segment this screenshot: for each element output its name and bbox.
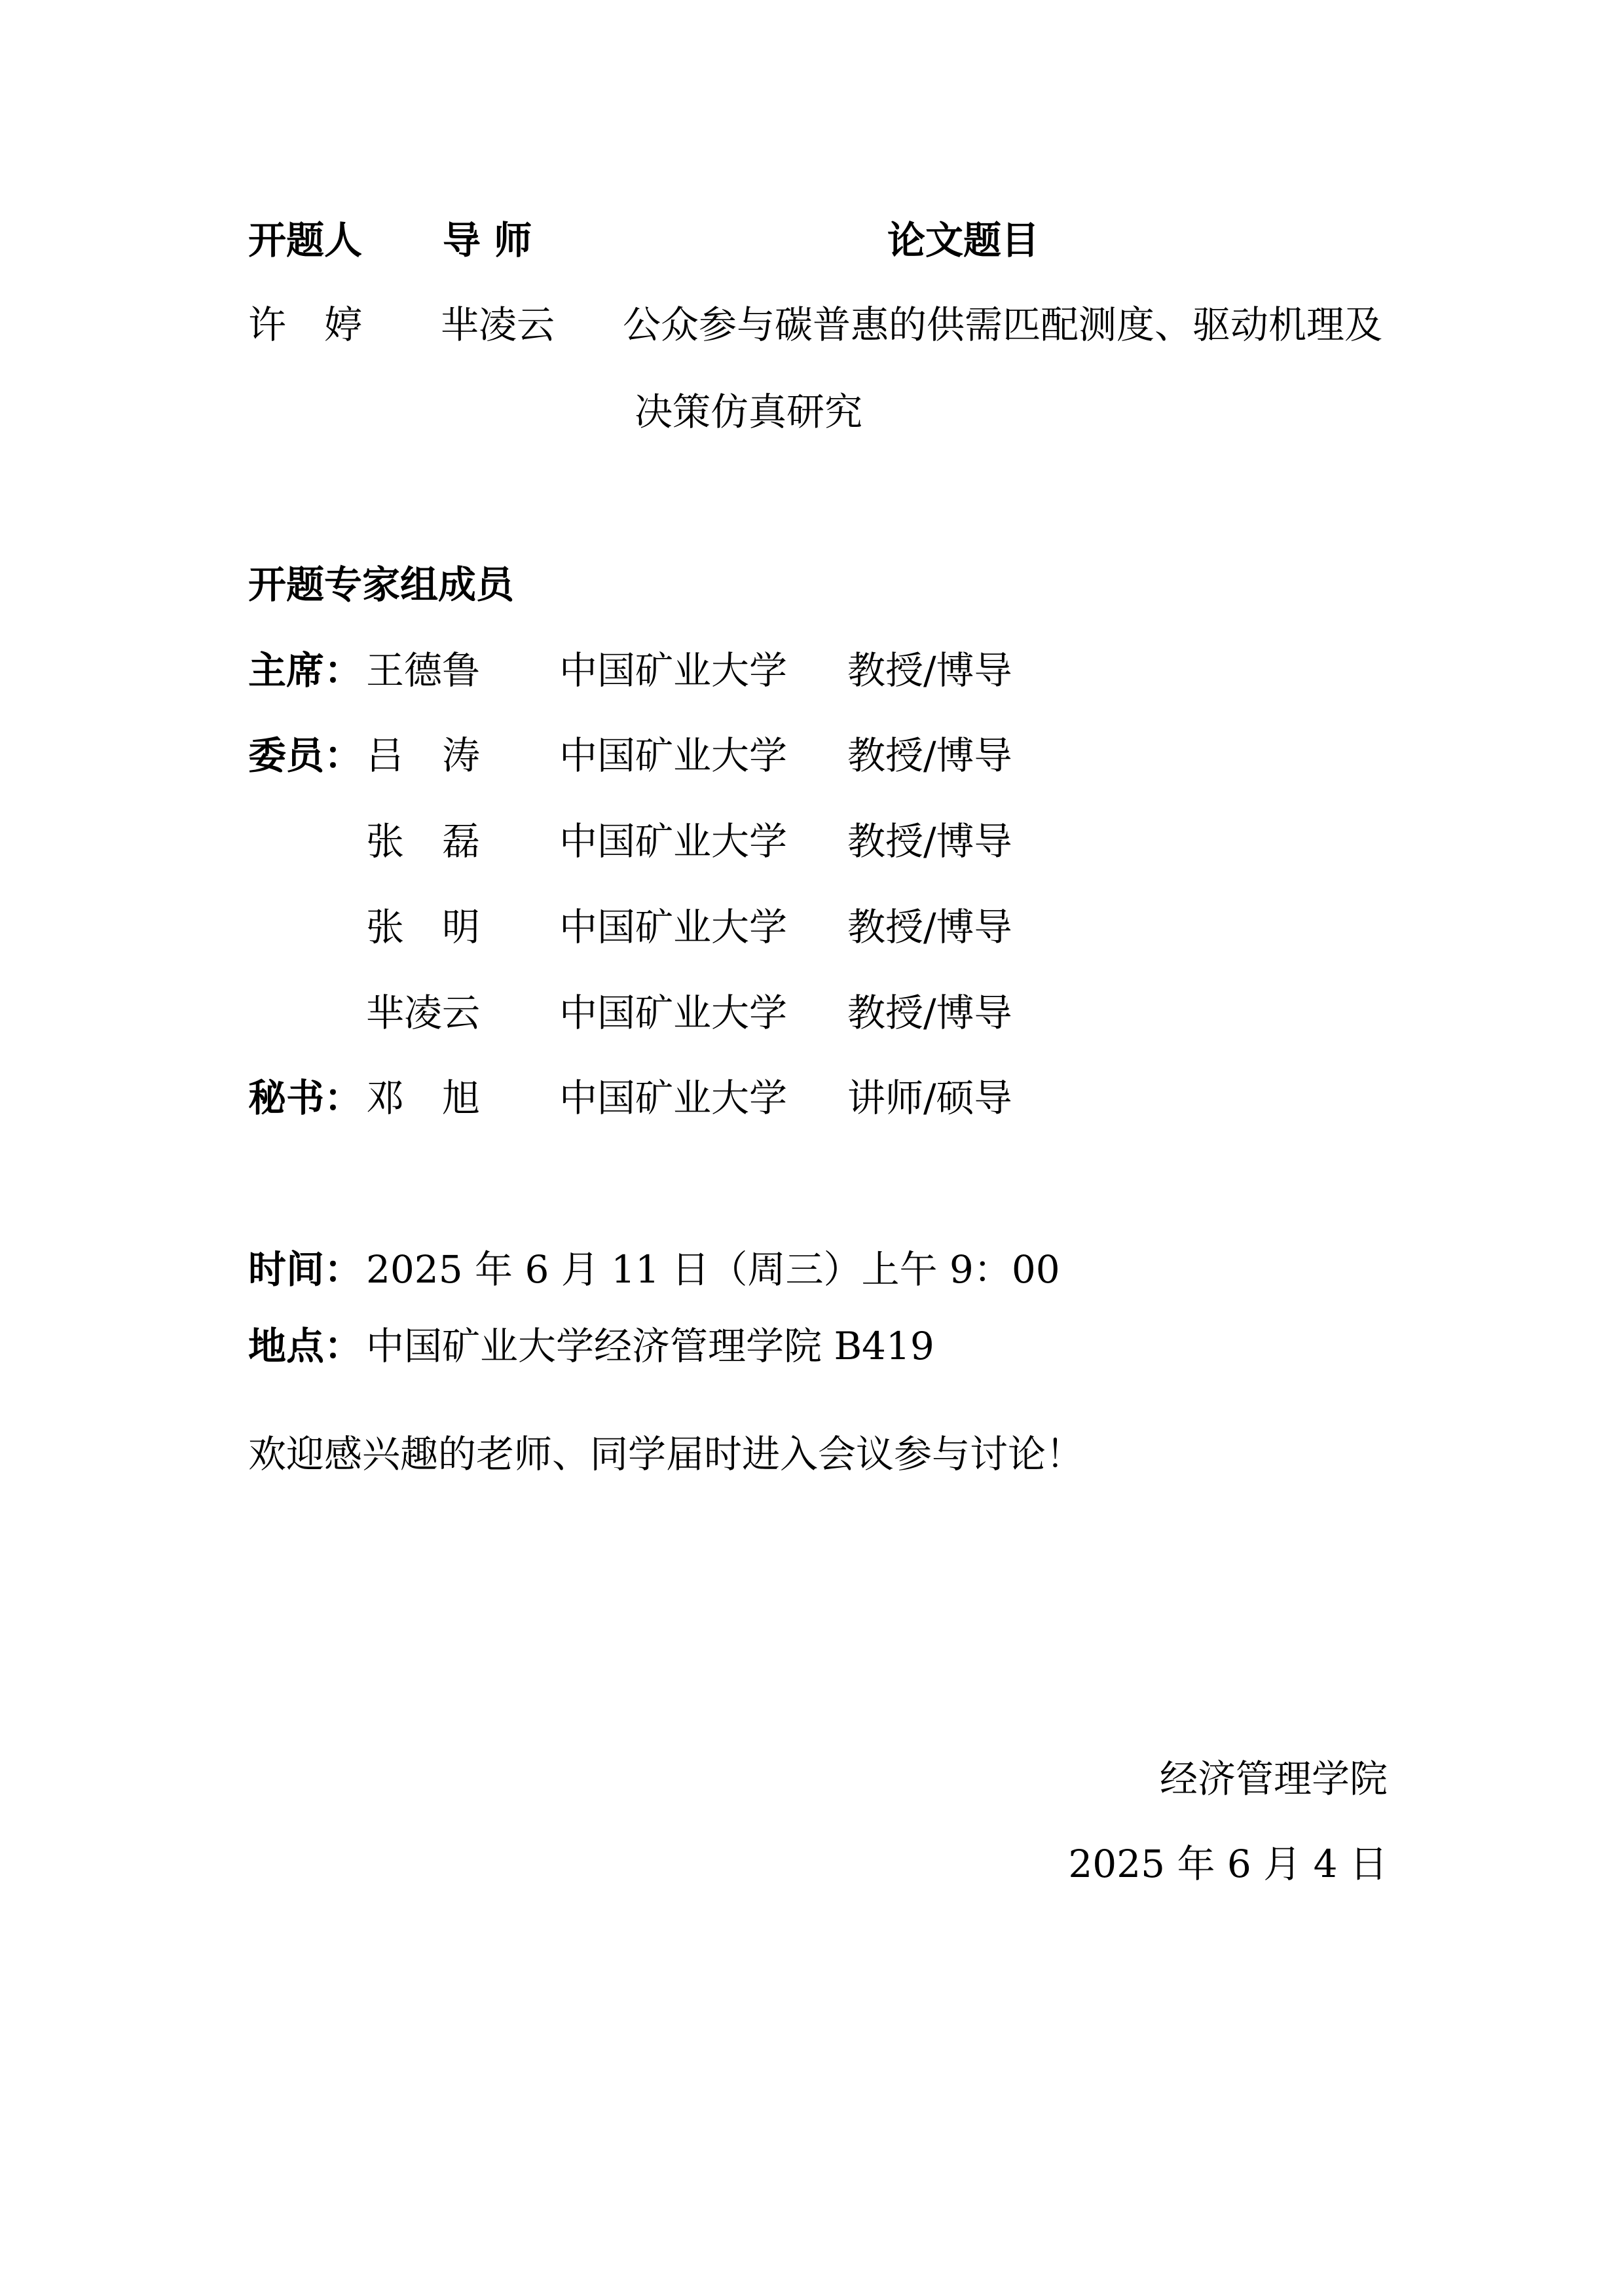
committee-member-title: 讲师/硕导 [847,1076,1012,1120]
committee-member-title: 教授/博导 [847,819,1012,864]
committee-member-title: 教授/博导 [847,733,1012,778]
committee-role-secretary: 秘书： [248,1076,363,1120]
committee-member-org: 中国矿业大学 [559,991,788,1035]
committee-role-member: 委员： [248,733,363,778]
invitation-text: 欢迎感兴趣的老师、同学届时进入会议参与讨论！ [248,1432,1084,1476]
committee-member-name: 张 明 [366,905,481,949]
thesis-student-name: 许 婷 [248,302,363,347]
committee-member-name: 张 磊 [366,819,481,864]
header-advisor: 导 师 [443,218,532,263]
thesis-title-line-2: 决策仿真研究 [635,390,863,434]
committee-member-title: 教授/博导 [847,991,1012,1035]
meeting-time-label: 时间： [248,1247,363,1292]
committee-member-name: 芈凌云 [366,991,481,1035]
meeting-place-value: 中国矿业大学经济管理学院 B419 [366,1324,934,1368]
meeting-time-value: 2025 年 6 月 11 日（周三）上午 9：00 [366,1247,1060,1292]
header-thesis-title: 论文题目 [887,218,1040,263]
thesis-advisor-name: 芈凌云 [441,302,555,347]
committee-member-name: 吕 涛 [366,733,481,778]
header-student: 开题人 [248,218,363,263]
committee-member-org: 中国矿业大学 [559,905,788,949]
meeting-place-label: 地点： [248,1324,363,1368]
committee-role-chair: 主席： [248,648,363,693]
committee-member-name: 王德鲁 [366,648,481,693]
committee-member-org: 中国矿业大学 [559,733,788,778]
committee-member-org: 中国矿业大学 [559,1076,788,1120]
signature-date: 2025 年 6 月 4 日 [1068,1842,1388,1886]
committee-member-org: 中国矿业大学 [559,648,788,693]
committee-member-org: 中国矿业大学 [559,819,788,864]
committee-member-name: 邓 旭 [366,1076,481,1120]
committee-heading: 开题专家组成员 [248,562,515,607]
signature-org: 经济管理学院 [1159,1757,1388,1801]
committee-member-title: 教授/博导 [847,648,1012,693]
thesis-title-line-1: 公众参与碳普惠的供需匹配测度、驱动机理及 [623,302,1383,347]
committee-member-title: 教授/博导 [847,905,1012,949]
